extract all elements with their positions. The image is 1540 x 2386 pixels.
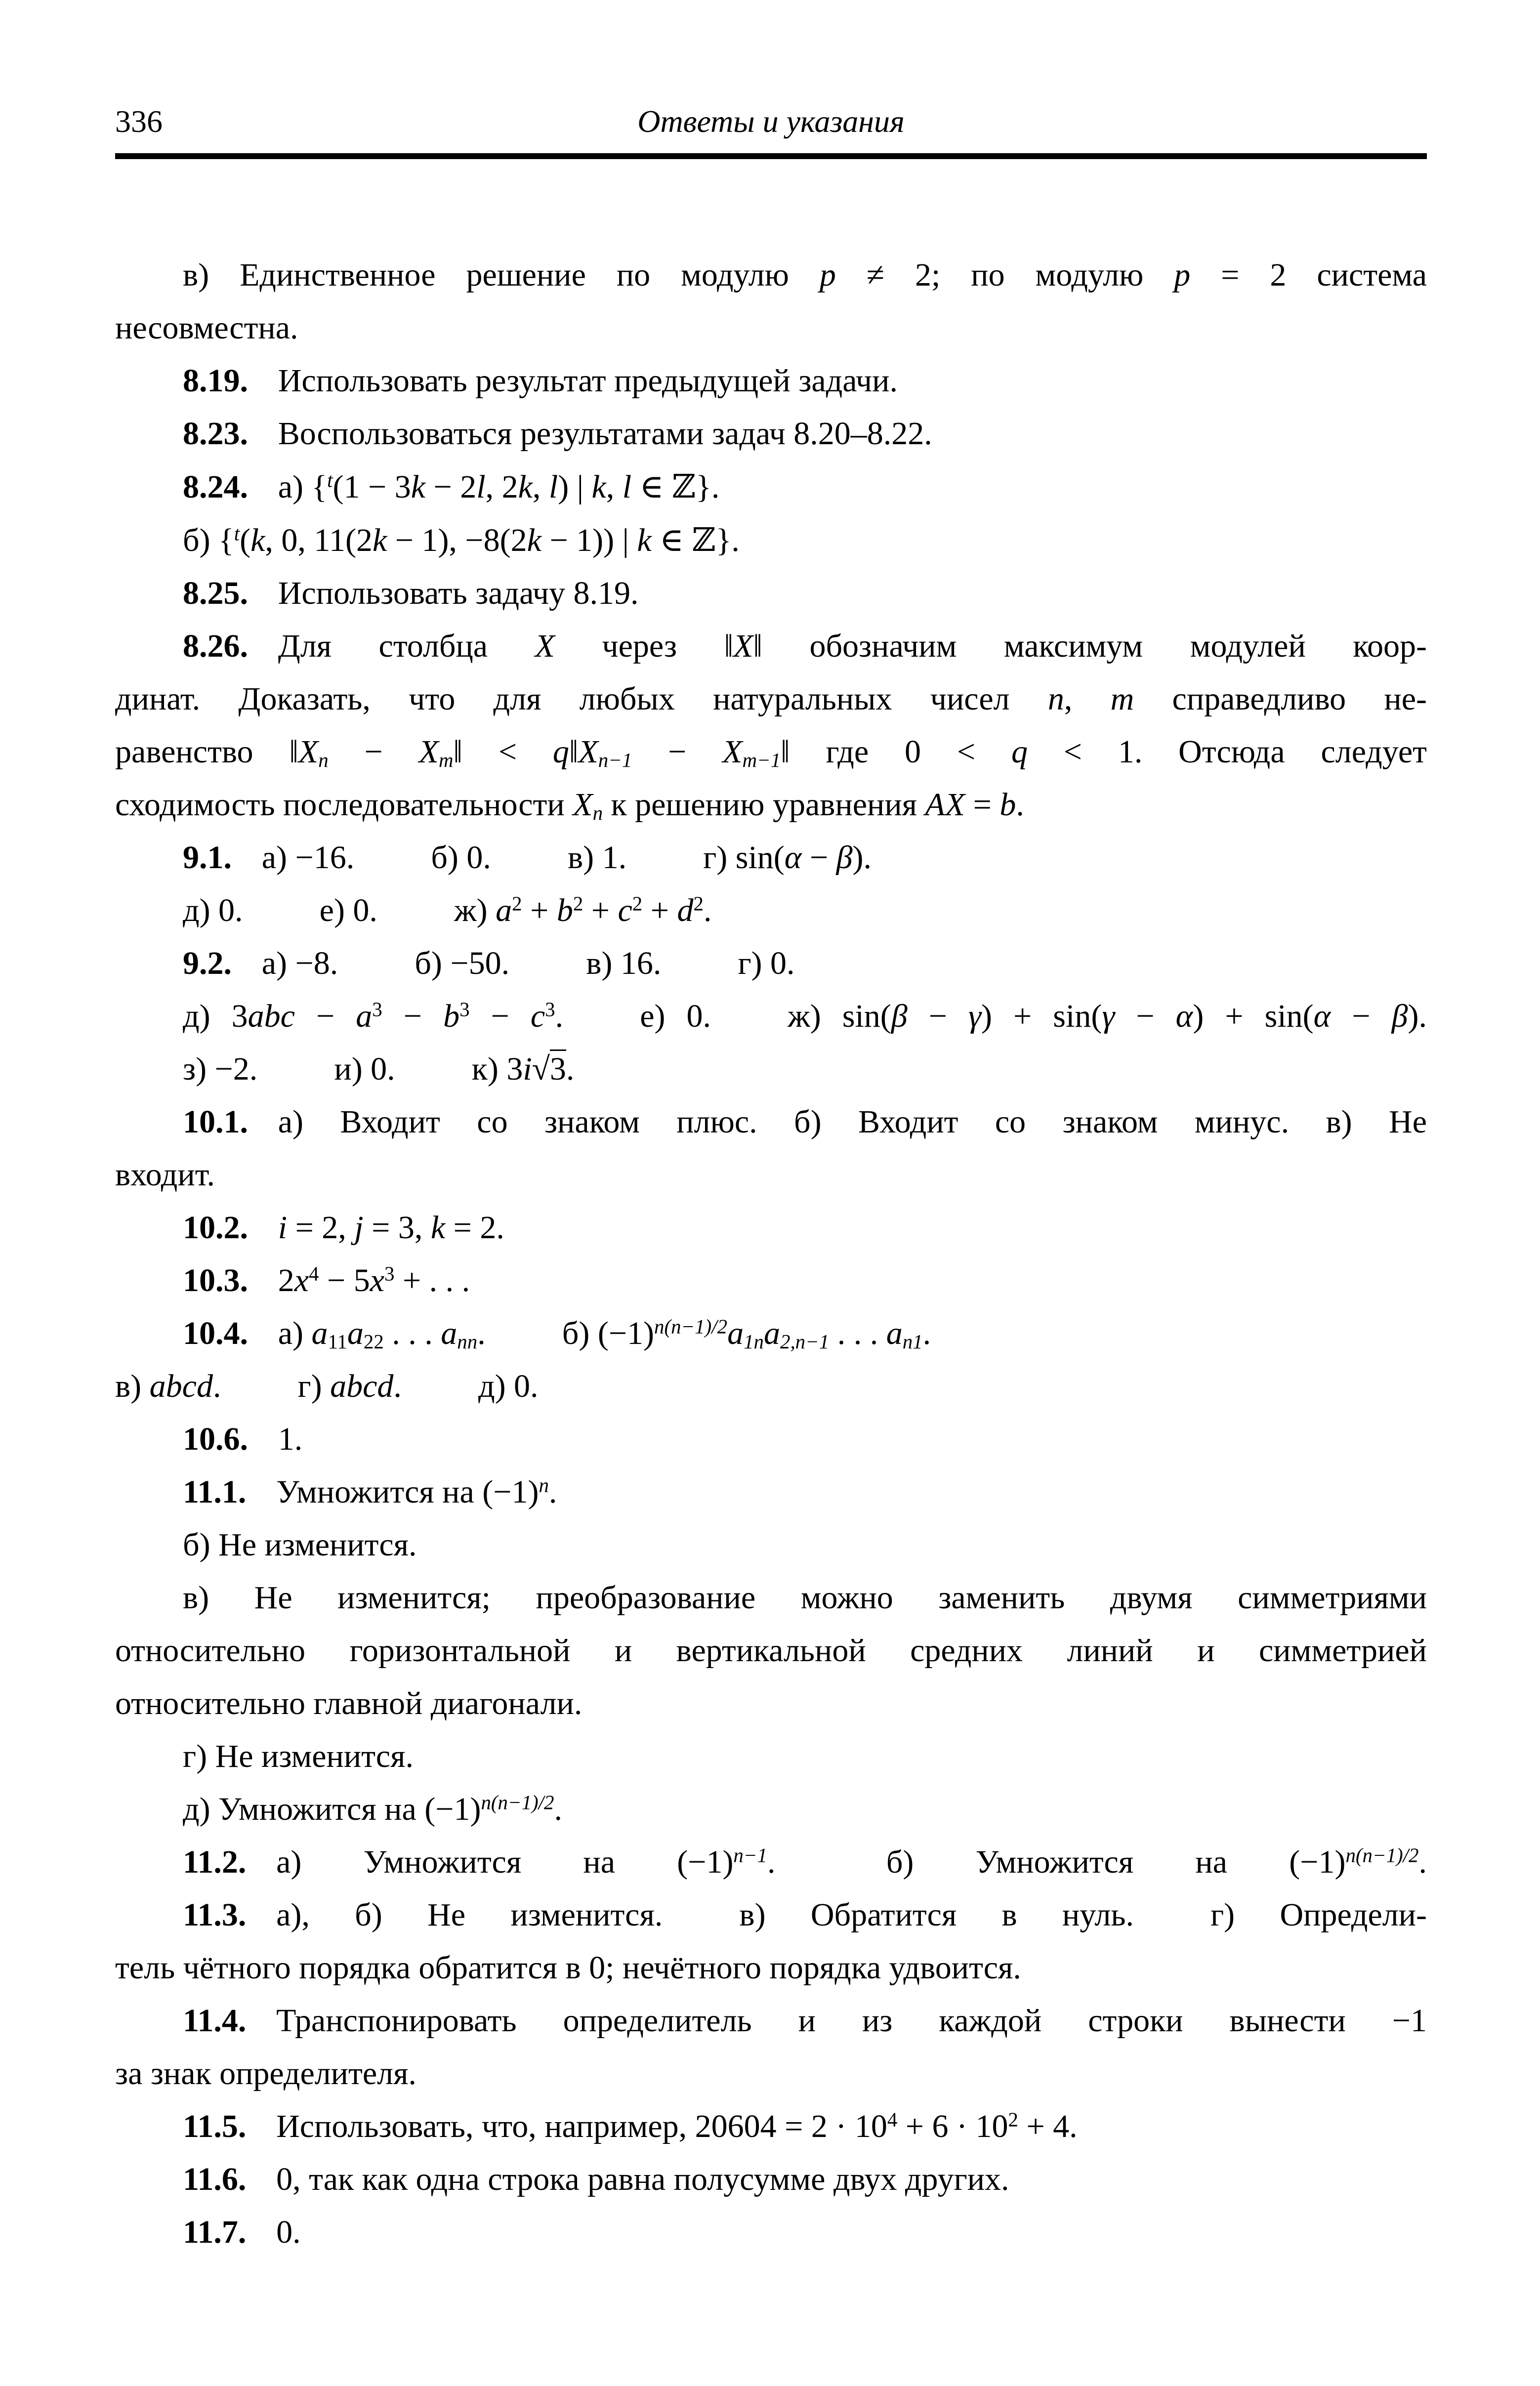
text-run: относительно главной диагонали. [115, 1685, 583, 1721]
math-sup: 3 [384, 1262, 395, 1285]
text-run: − [907, 998, 968, 1034]
text-run: 0. [276, 2214, 301, 2250]
text-run: 0, так как одна строка равна полусумме двух других. [276, 2161, 1009, 2197]
math-run: abc [248, 998, 295, 1034]
math-run: d [677, 892, 694, 928]
math-run: X [573, 787, 593, 823]
text-line [115, 249, 1427, 301]
text-line [115, 937, 1427, 990]
text-line [115, 2047, 1427, 2100]
math-run: a [441, 1315, 458, 1351]
math-run: a [496, 892, 512, 928]
math-run: α [1313, 998, 1331, 1034]
text-run: . . . [383, 1315, 441, 1351]
problem-number: 10.4. [183, 1315, 248, 1351]
text-run: , 0, 11(2 [265, 522, 373, 558]
text-run: . [393, 1368, 402, 1404]
math-run: l [548, 469, 558, 505]
math-run: i [278, 1210, 288, 1246]
text-run: − [382, 998, 444, 1034]
text-line [115, 407, 1427, 460]
text-run: е) 0. [319, 892, 377, 928]
problem-number: 11.7. [183, 2214, 247, 2250]
math-sup: 2 [693, 892, 704, 915]
problem-number: 10.3. [183, 1262, 248, 1298]
math-run: q [552, 734, 569, 770]
math-sup: n(n−1)/2 [481, 1791, 554, 1814]
text-line [115, 513, 1427, 567]
problem-number: 8.23. [183, 416, 248, 452]
text-run: − [294, 998, 356, 1034]
text-run: г) 0. [738, 945, 795, 981]
text-run: + [642, 892, 677, 928]
text-run: − 2 [425, 469, 477, 505]
text-run: к решению уравнения [603, 787, 925, 823]
text-line [115, 1413, 1427, 1465]
math-sup: 4 [887, 2108, 898, 2131]
math-run: β [836, 839, 853, 876]
text-run: ). [1408, 998, 1427, 1034]
math-sup: 2 [632, 892, 643, 915]
text-run: а) −8. [261, 945, 338, 981]
math-sup: 3 [372, 998, 382, 1021]
text-run: + 6 · 10 [897, 2108, 1008, 2144]
text-run: ≠ 2; по модулю [835, 257, 1174, 293]
problem-number: 8.24. [183, 469, 248, 505]
math-run: l [622, 469, 632, 505]
text-run: 2 [278, 1262, 294, 1298]
math-run: X [733, 628, 753, 664]
text-line [115, 1994, 1427, 2047]
text-run: (1 − 3 [333, 469, 411, 505]
math-sup: 4 [309, 1262, 319, 1285]
text-run: в) 1. [567, 839, 627, 876]
text-run: < 1. Отсюда следует [1027, 734, 1427, 770]
text-run: б) 0. [431, 839, 491, 876]
text-line [115, 1043, 1427, 1095]
math-run: x [370, 1262, 384, 1298]
text-line [115, 354, 1427, 407]
text-run: = 2. [445, 1210, 504, 1246]
problem-number: 11.2. [183, 1844, 247, 1880]
text-run: а) { [278, 469, 328, 505]
text-line [115, 1677, 1427, 1730]
text-run: . [548, 1474, 557, 1510]
math-run: α [784, 839, 802, 876]
math-run: k [250, 522, 265, 558]
text-run: − [1115, 998, 1176, 1034]
text-run: б) { [183, 522, 234, 558]
text-line [115, 725, 1427, 778]
text-run: динат. Доказать, что для любых натуральных чисел [115, 681, 1048, 717]
problem-number: 8.25. [183, 575, 248, 611]
problem-number: 10.1. [183, 1104, 248, 1140]
text-line [115, 1624, 1427, 1677]
text-run: Воспользоваться результатами задач 8.20–8.22. [278, 416, 932, 452]
math-run: p [819, 257, 836, 293]
problem-number: 8.26. [183, 628, 248, 664]
text-run: б) −50. [415, 945, 510, 981]
math-run: p [1174, 257, 1191, 293]
text-run: в) Единственное решение по модулю [183, 257, 820, 293]
text-run: . [1016, 787, 1024, 823]
text-run: . [1418, 1844, 1427, 1880]
math-run: k [591, 469, 606, 505]
math-run: j [354, 1210, 364, 1246]
text-run: б) Умножится на (−1) [886, 1844, 1346, 1880]
text-line [115, 1783, 1427, 1836]
text-run: г) Определи- [1210, 1897, 1427, 1933]
text-run: − 1)) | [541, 522, 637, 558]
text-run: справедливо не- [1134, 681, 1427, 717]
integers-symbol: ℤ [692, 521, 716, 559]
text-line [115, 1888, 1427, 1941]
math-run: b [556, 892, 573, 928]
text-run: ‖ обозначим максимум модулей коор- [753, 628, 1427, 664]
math-sub: 2,n−1 [780, 1331, 830, 1353]
math-sup: n [539, 1474, 549, 1497]
text-run: ) + sin( [1193, 998, 1314, 1034]
text-run: = 2 система [1190, 257, 1427, 293]
text-run: в) [115, 1368, 150, 1404]
text-run: + [583, 892, 618, 928]
text-run: . [554, 1791, 562, 1827]
text-line [115, 1360, 1427, 1413]
text-run: б) Не изменится. [183, 1527, 417, 1563]
text-line [115, 1148, 1427, 1201]
text-run: за знак определителя. [115, 2055, 416, 2092]
text-run: . . . [829, 1315, 886, 1351]
text-run: − 5 [319, 1262, 370, 1298]
text-run: − [801, 839, 836, 876]
text-line [115, 884, 1427, 937]
text-run: сходимость последовательности [115, 787, 573, 823]
math-sub: 11 [328, 1331, 347, 1353]
math-run: k [430, 1210, 446, 1246]
math-run: b [443, 998, 460, 1034]
text-run: + [522, 892, 557, 928]
problem-number: 10.2. [183, 1210, 248, 1246]
text-run: . [767, 1844, 776, 1880]
page-number: 336 [115, 104, 163, 139]
text-run: }. [696, 469, 720, 505]
text-line [115, 1201, 1427, 1254]
math-sub: m [438, 749, 454, 771]
text-run: и) 0. [334, 1051, 395, 1087]
text-run: входит. [115, 1157, 215, 1193]
text-line [115, 672, 1427, 725]
text-run: а) −16. [261, 839, 355, 876]
math-run: b [999, 787, 1016, 823]
math-sup: 2 [573, 892, 583, 915]
text-run: Использовать, что, например, 20604 = 2 · 10 [276, 2108, 887, 2144]
text-run: д) 3 [183, 998, 248, 1034]
text-line [115, 2153, 1427, 2206]
text-line [115, 1518, 1427, 1571]
text-run: − [469, 998, 531, 1034]
text-line [115, 620, 1427, 672]
text-run: через ‖ [554, 628, 734, 664]
math-sub: nn [457, 1331, 478, 1353]
math-sup: 3 [545, 998, 555, 1021]
math-run: γ [968, 998, 981, 1034]
math-sub: n [318, 749, 329, 771]
sqrt-radicand: 3 [550, 1049, 566, 1087]
math-run: q [1011, 734, 1028, 770]
text-run: б) (−1) [562, 1315, 655, 1351]
math-sub: m−1 [742, 749, 781, 771]
math-run: k [637, 522, 652, 558]
math-run: k [372, 522, 387, 558]
text-line [115, 990, 1427, 1043]
text-run: а) Умножится на (−1) [276, 1844, 734, 1880]
text-line [115, 2206, 1427, 2259]
text-run: равенство ‖ [115, 734, 298, 770]
text-run: . [922, 1315, 931, 1351]
answers-content [115, 249, 1427, 2259]
math-sub: 22 [363, 1331, 384, 1353]
text-run: несовместна. [115, 310, 298, 346]
text-line [115, 1465, 1427, 1518]
math-run: k [411, 469, 426, 505]
text-run: = 2, [287, 1210, 355, 1246]
math-sup: n(n−1)/2 [1345, 1844, 1419, 1867]
text-run: а) Входит со знаком плюс. б) Входит со знаком минус. в) Не [278, 1104, 1427, 1140]
text-run: − 1), −8(2 [387, 522, 527, 558]
text-line [115, 301, 1427, 354]
problem-number: 9.1. [183, 839, 232, 876]
text-run: ‖ где 0 < [781, 734, 1011, 770]
math-run: a [356, 998, 373, 1034]
text-run: в) Не изменится; преобразование можно заменить двумя симметриями [183, 1580, 1427, 1616]
text-line [115, 778, 1427, 831]
text-run: √ [532, 1051, 550, 1087]
math-run: a [727, 1315, 744, 1351]
text-run: к) 3 [471, 1051, 523, 1087]
text-run: + . . . [394, 1262, 470, 1298]
text-line [115, 1730, 1427, 1783]
text-run: г) [297, 1368, 331, 1404]
text-run: в) Обратится в нуль. [739, 1897, 1134, 1933]
text-line [115, 831, 1427, 884]
text-line [115, 1095, 1427, 1148]
text-run: , [1064, 681, 1111, 717]
text-line [115, 1254, 1427, 1307]
header-rule [115, 153, 1427, 159]
math-run: X [578, 734, 598, 770]
math-run: x [294, 1262, 309, 1298]
math-run: k [527, 522, 541, 558]
text-run: Умножится на (−1) [276, 1474, 539, 1510]
math-run: c [530, 998, 545, 1034]
math-sup: t [234, 522, 240, 545]
math-run: m [1110, 681, 1134, 717]
math-run: α [1175, 998, 1193, 1034]
math-sup: 2 [512, 892, 522, 915]
text-run: г) Не изменится. [183, 1738, 414, 1774]
text-line [115, 567, 1427, 620]
text-run: , 2 [485, 469, 518, 505]
math-run: X [535, 628, 555, 664]
math-run: n [1047, 681, 1064, 717]
problem-number: 10.6. [183, 1421, 248, 1457]
problem-number: 11.4. [183, 2003, 247, 2039]
text-run: − [1331, 998, 1392, 1034]
problem-number: 11.3. [183, 1897, 247, 1933]
text-run: ) + sin( [981, 998, 1102, 1034]
math-sub: 1n [744, 1331, 764, 1353]
running-title: Ответы и указания [637, 104, 905, 139]
text-run: относительно горизонтальной и вертикальной средних линий и симметрией [115, 1633, 1427, 1669]
text-run: з) −2. [183, 1051, 258, 1087]
problem-number: 9.2. [183, 945, 232, 981]
problem-number: 11.5. [183, 2108, 247, 2144]
math-run: β [891, 998, 908, 1034]
text-run: . [566, 1051, 575, 1087]
text-run: Использовать задачу 8.19. [278, 575, 639, 611]
text-line [115, 1307, 1427, 1360]
math-sup: n−1 [733, 1844, 767, 1867]
math-run: a [763, 1315, 780, 1351]
problem-number: 11.6. [183, 2161, 247, 2197]
math-run: X [298, 734, 319, 770]
integers-symbol: ℤ [671, 467, 696, 505]
math-sup: 2 [1008, 2108, 1018, 2131]
math-run: l [476, 469, 486, 505]
text-run: в) 16. [586, 945, 662, 981]
math-run: abcd [330, 1368, 394, 1404]
text-run: д) 0. [478, 1368, 539, 1404]
text-run: 1. [278, 1421, 303, 1457]
text-line [115, 1571, 1427, 1624]
text-run: − [328, 734, 419, 770]
text-run: ж) [454, 892, 496, 928]
text-run: = [965, 787, 1000, 823]
text-run: , [606, 469, 623, 505]
math-run: X [722, 734, 743, 770]
text-run: . [703, 892, 712, 928]
math-run: β [1391, 998, 1408, 1034]
text-run: д) 0. [183, 892, 243, 928]
text-run: . [477, 1315, 486, 1351]
text-line [115, 1836, 1427, 1888]
text-run: + 4. [1018, 2108, 1078, 2144]
text-line [115, 1941, 1427, 1994]
math-run: abcd [149, 1368, 213, 1404]
text-run: тель чётного порядка обратится в 0; нечётного порядка удвоится. [115, 1950, 1021, 1986]
math-sup: t [327, 469, 333, 492]
math-run: c [618, 892, 632, 928]
text-run: ж) sin( [788, 998, 891, 1034]
math-run: k [518, 469, 533, 505]
math-sub: n−1 [598, 749, 632, 771]
text-run: ) | [558, 469, 592, 505]
text-line [115, 460, 1427, 513]
text-run: ( [240, 522, 251, 558]
text-run: Использовать результат предыдущей задачи. [278, 363, 898, 399]
text-run: ∈ [631, 469, 672, 505]
text-run: а) [278, 1315, 312, 1351]
math-sup: n(n−1)/2 [654, 1315, 728, 1338]
text-run: е) 0. [640, 998, 711, 1034]
text-run: ). [852, 839, 872, 876]
problem-number: 11.1. [183, 1474, 247, 1510]
text-run: ‖ < [453, 734, 553, 770]
text-run: , [532, 469, 549, 505]
math-run: i [523, 1051, 532, 1087]
text-run: }. [715, 522, 740, 558]
text-run: ‖ [569, 734, 579, 770]
text-run: ∈ [651, 522, 692, 558]
text-run: а), б) Не изменится. [276, 1897, 663, 1933]
math-run: a [311, 1315, 328, 1351]
page-header [115, 102, 1427, 141]
math-run: a [347, 1315, 364, 1351]
text-run: − [632, 734, 723, 770]
math-run: γ [1102, 998, 1115, 1034]
math-sub: n [592, 802, 603, 824]
text-run: = 3, [363, 1210, 431, 1246]
problem-number: 8.19. [183, 363, 248, 399]
math-sup: 3 [459, 998, 470, 1021]
text-run: г) sin( [703, 839, 785, 876]
text-line [115, 2100, 1427, 2153]
math-sub: n1 [902, 1331, 923, 1353]
text-run: Для столбца [278, 628, 535, 664]
math-run: a [886, 1315, 903, 1351]
text-run: . [212, 1368, 221, 1404]
math-run: AX [925, 787, 965, 823]
text-run: . [555, 998, 564, 1034]
math-run: X [418, 734, 439, 770]
text-run: д) Умножится на (−1) [183, 1791, 481, 1827]
text-run: Транспонировать определитель и из каждой строки вынести −1 [276, 2003, 1427, 2039]
